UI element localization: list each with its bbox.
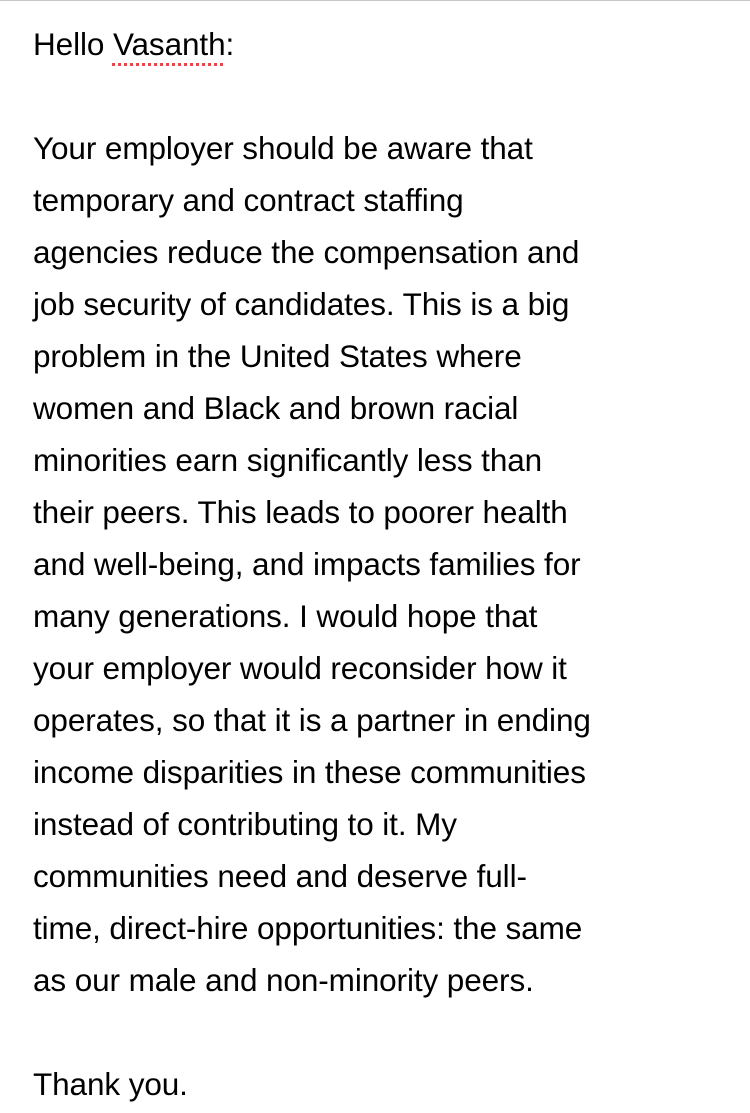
closing-line: Thank you. bbox=[33, 1066, 188, 1102]
body-line: your employer would reconsider how it bbox=[33, 650, 567, 686]
message-body-editor[interactable] bbox=[33, 18, 733, 1110]
body-line: and well-being, and impacts families for bbox=[33, 546, 581, 582]
body-line: job security of candidates. This is a big bbox=[33, 286, 570, 322]
body-line: problem in the United States where bbox=[33, 338, 522, 374]
blank-line bbox=[33, 1006, 733, 1058]
body-paragraph bbox=[33, 122, 733, 1006]
body-line: minorities earn significantly less than bbox=[33, 442, 543, 478]
body-line: time, direct-hire opportunities: the same bbox=[33, 910, 583, 946]
body-line: many generations. I would hope that bbox=[33, 598, 538, 634]
blank-line bbox=[33, 70, 733, 122]
body-line: income disparities in these communities bbox=[33, 754, 586, 790]
greeting-line bbox=[33, 18, 733, 70]
body-line: agencies reduce the compensation and bbox=[33, 234, 580, 270]
body-line: women and Black and brown racial bbox=[33, 390, 519, 426]
greeting-suffix: : bbox=[225, 26, 235, 62]
body-line: Your employer should be aware that bbox=[33, 130, 533, 166]
body-line: communities need and deserve full- bbox=[33, 858, 527, 894]
greeting-name-misspelled[interactable]: Vasanth bbox=[112, 26, 226, 62]
body-line: temporary and contract staffing bbox=[33, 182, 464, 218]
greeting-prefix: Hello bbox=[33, 26, 113, 62]
body-line: instead of contributing to it. My bbox=[33, 806, 457, 842]
body-line: as our male and non-minority peers. bbox=[33, 962, 534, 998]
top-divider bbox=[0, 0, 750, 1]
body-line: operates, so that it is a partner in ending bbox=[33, 702, 591, 738]
body-line: their peers. This leads to poorer health bbox=[33, 494, 568, 530]
